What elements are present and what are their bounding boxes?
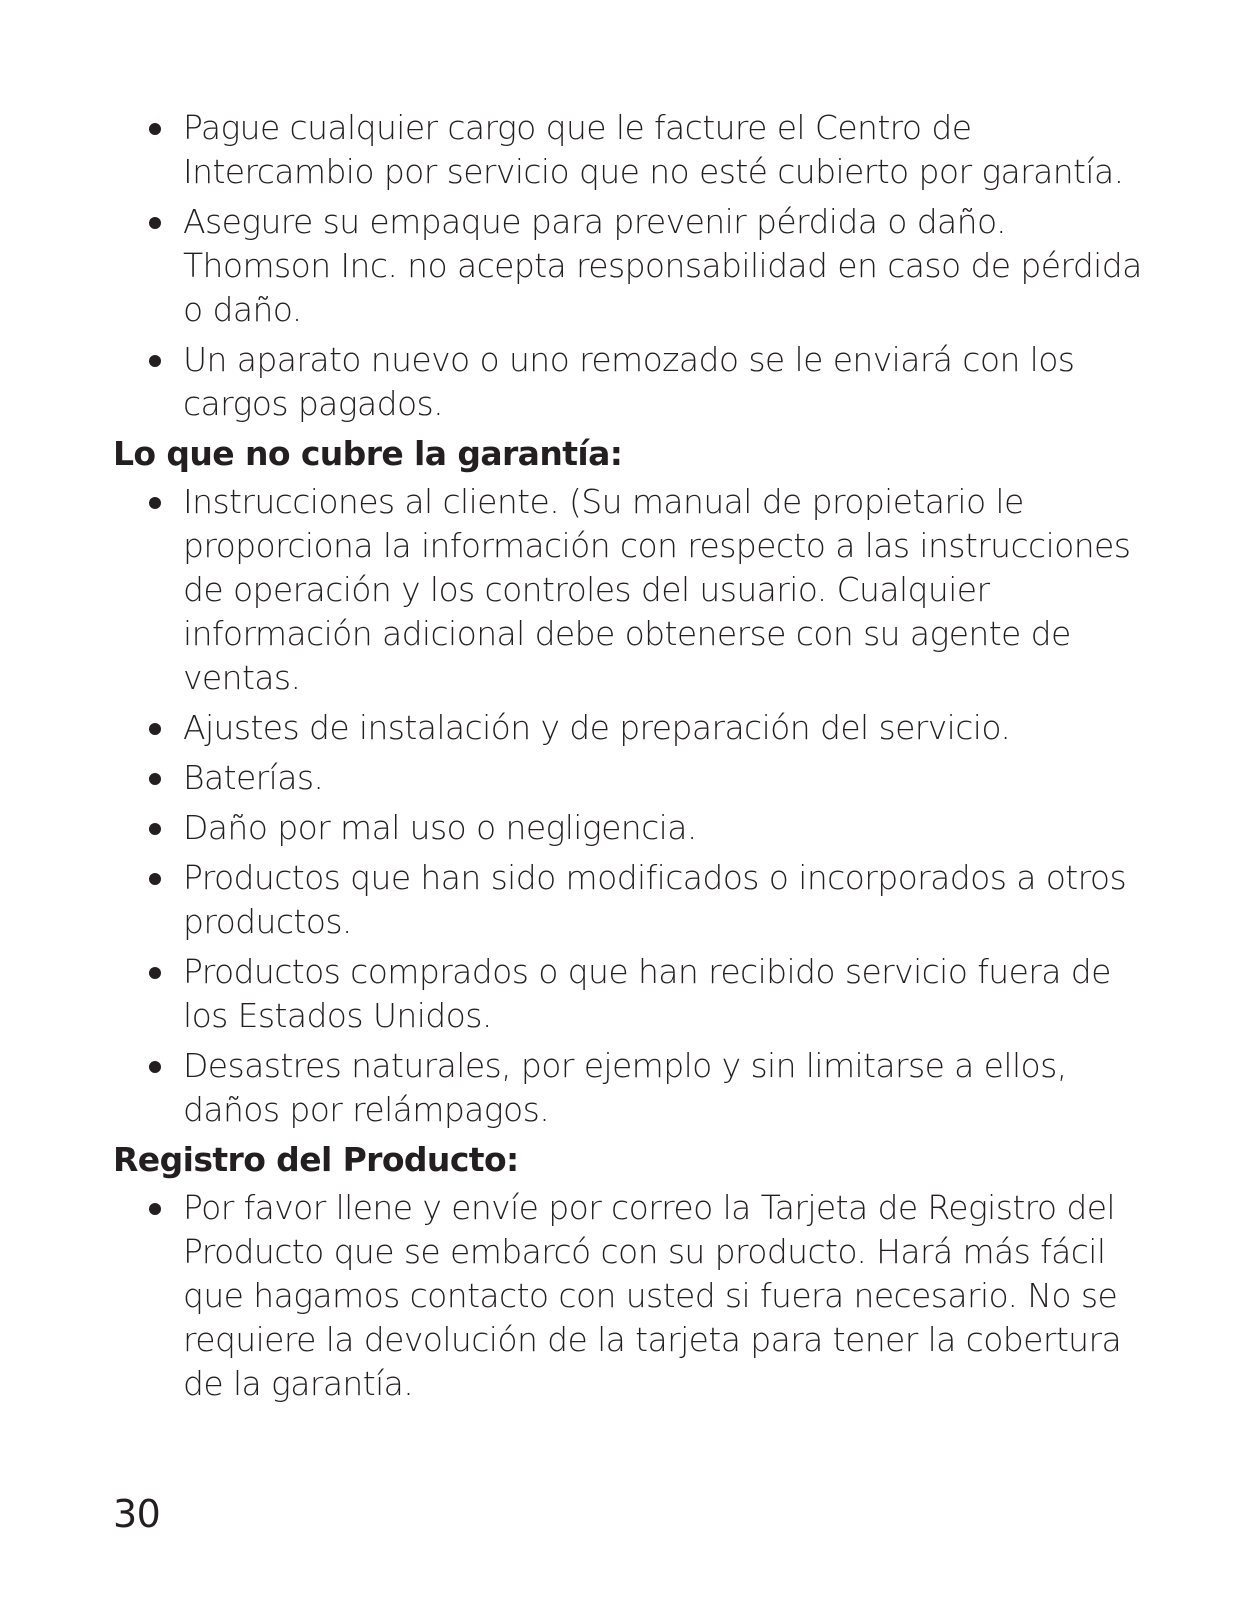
bullet-icon: [149, 217, 161, 229]
bullet-icon: [149, 823, 161, 835]
list-item-text: Por favor llene y envíe por correo la Tarjeta de Registro del Producto que se embarcó con su producto. Hará más fácil que hagamos contacto con usted si fuera necesario. No se requiere la devolución de la tarjeta para tener la cobertura de la garantía.: [183, 1188, 1122, 1403]
bullet-icon: [149, 497, 161, 509]
bullet-icon: [149, 123, 161, 135]
list-item-text: Un aparato nuevo o uno remozado se le enviará con los cargos pagados.: [183, 340, 1075, 423]
list-item: [113, 806, 1153, 850]
page-content: [113, 106, 1153, 1412]
bullet-icon: [149, 773, 161, 785]
list-item-text: Desastres naturales, por ejemplo y sin limitarse a ellos, daños por relámpagos.: [183, 1046, 1067, 1129]
list-item-text: Asegure su empaque para prevenir pérdida o daño. Thomson Inc. no acepta responsabilidad en caso de pérdida o daño.: [183, 202, 1142, 329]
bullet-icon: [149, 723, 161, 735]
list-item-text: Instrucciones al cliente. (Su manual de propietario le proporciona la información con respecto a las instrucciones de operación y los controles del usuario. Cualquier información adicional debe obtenerse con su agente de ventas.: [183, 482, 1131, 697]
registration-list: [113, 1186, 1153, 1406]
list-item-text: Productos comprados o que han recibido servicio fuera de los Estados Unidos.: [183, 952, 1111, 1035]
list-item-text: Pague cualquier cargo que le facture el Centro de Intercambio por servicio que no esté cubierto por garantía.: [183, 108, 1124, 191]
list-item: [113, 706, 1153, 750]
bullet-icon: [149, 1061, 161, 1073]
list-item: [113, 200, 1153, 332]
bullet-icon: [149, 355, 161, 367]
bullet-icon: [149, 967, 161, 979]
intro-list: [113, 106, 1153, 426]
not-covered-list: [113, 480, 1153, 1132]
bullet-icon: [149, 1203, 161, 1215]
list-item-text: Daño por mal uso o negligencia.: [183, 808, 697, 847]
list-item: [113, 338, 1153, 426]
list-item: [113, 480, 1153, 700]
list-item-text: Productos que han sido modificados o incorporados a otros productos.: [183, 858, 1127, 941]
list-item: [113, 950, 1153, 1038]
not-covered-heading: Lo que no cubre la garantía:: [113, 434, 623, 473]
list-item: [113, 1044, 1153, 1132]
bullet-icon: [149, 873, 161, 885]
list-item: [113, 106, 1153, 194]
list-item-text: Ajustes de instalación y de preparación del servicio.: [183, 708, 1011, 747]
list-item: [113, 856, 1153, 944]
page-number: 30: [113, 1492, 161, 1536]
list-item: [113, 1186, 1153, 1406]
list-item-text: Baterías.: [183, 758, 324, 797]
registration-heading: Registro del Producto:: [113, 1140, 519, 1179]
list-item: [113, 756, 1153, 800]
